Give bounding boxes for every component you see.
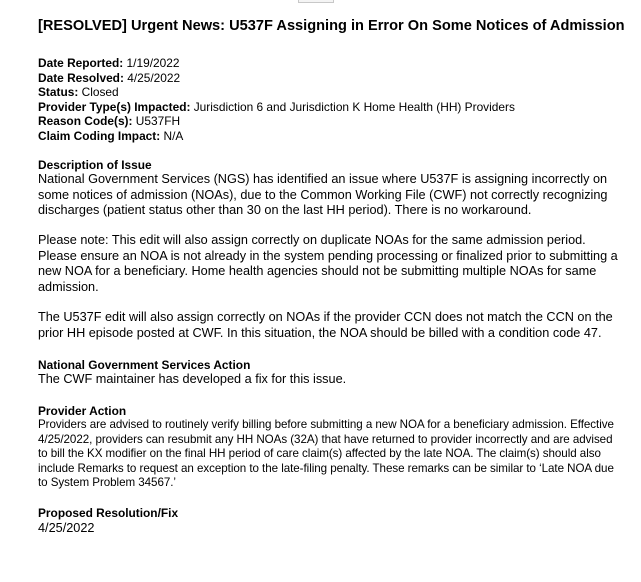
reason-codes-row [38, 114, 618, 129]
claim-coding-value: N/A [163, 128, 184, 143]
description-paragraph-1: National Government Services (NGS) has identified an issue where U537F is assigning incorrectly on some notices of admission (NOAs), due to the Common Working File (CWF) not correctly recognizing discharges (patient status other than 30 on the last HH period). There is no workaround. [38, 172, 608, 218]
status-row [38, 85, 618, 100]
status-value: Closed [81, 85, 119, 100]
status-label: Status: [38, 85, 79, 100]
document-body [38, 17, 625, 537]
date-resolved-row [38, 71, 618, 86]
provider-types-row [38, 100, 618, 115]
date-reported-label: Date Reported: [38, 56, 124, 70]
provider-types-label: Provider Type(s) Impacted: [38, 99, 191, 114]
date-resolved-label: Date Resolved: [38, 70, 124, 85]
description-paragraph-2: Please note: This edit will also assign correctly on duplicate NOAs for the same admission period. Please ensure an NOA is not already in the system pending processing or finalized prior to submitting a new NOA for a beneficiary. Home health agencies should not be submitting multiple NOAs for same admission. [38, 232, 618, 294]
date-reported-value: 1/19/2022 [126, 56, 180, 70]
document-title: [RESOLVED] Urgent News: U537F Assigning in Error On Some Notices of Admission [38, 18, 625, 34]
reason-codes-value: U537FH [135, 114, 181, 129]
resolution-date: 4/25/2022 [38, 520, 95, 535]
resolution-heading: Proposed Resolution/Fix [38, 506, 179, 521]
provider-types-value: Jurisdiction 6 and Jurisdiction K Home Health (HH) Providers [193, 99, 515, 114]
window-tab-edge [298, 0, 334, 3]
date-reported-row [38, 56, 618, 71]
ngs-action-heading: National Government Services Action [38, 357, 251, 372]
issue-metadata [38, 56, 618, 144]
claim-coding-row [38, 129, 618, 144]
claim-coding-label: Claim Coding Impact: [38, 128, 161, 143]
description-heading: Description of Issue [38, 157, 152, 172]
provider-action-heading: Provider Action [38, 403, 127, 418]
description-paragraph-3: The U537F edit will also assign correctly on NOAs if the provider CCN does not match the CCN on the prior HH episode posted at CWF. In this situation, the NOA should be billed with a condition code 47. [38, 310, 613, 340]
date-resolved-value: 4/25/2022 [127, 70, 181, 85]
reason-codes-label: Reason Code(s): [38, 114, 133, 129]
provider-action-text: Providers are advised to routinely verify billing before submitting a new NOA for a beneficiary admission. Effective 4/25/2022, providers can resubmit any HH NOAs (32A) that have returned to provider incorrectly and are advised to bill the KX modifier on the final HH period of care claim(s) affected by the late NOA. The claim(s) should also include Remarks to request an exception to the late-filing penalty. These remarks can be similar to ‘Late NOA due to System Problem 34567.’ [38, 418, 614, 489]
ngs-action-text: The CWF maintainer has developed a fix for this issue. [38, 372, 347, 387]
